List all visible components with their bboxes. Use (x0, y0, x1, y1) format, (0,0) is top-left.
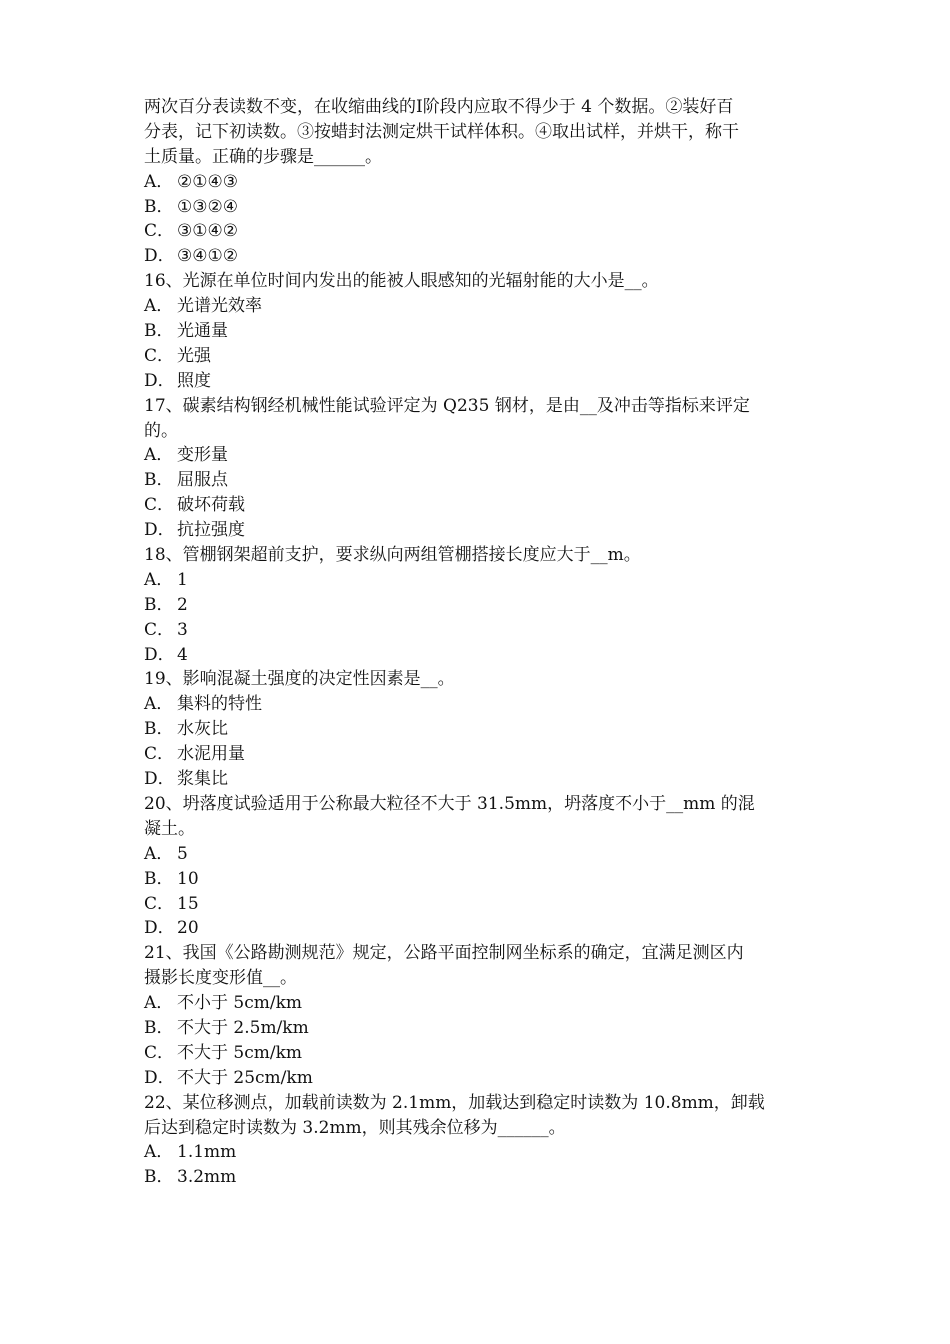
option-letter: C． (144, 619, 175, 640)
option-text: 1 (177, 569, 188, 590)
option-letter: A． (144, 171, 174, 192)
option-letter: D． (144, 918, 175, 939)
option-text: ③①④② (177, 221, 238, 242)
option-c (144, 1041, 816, 1066)
option-c (144, 892, 816, 917)
option-d (144, 916, 816, 941)
question-22-stem-cont: 后达到稳定时读数为 3.2mm，则其残余位移为______。 (144, 1117, 566, 1138)
option-a (144, 568, 816, 593)
intro-line: 两次百分表读数不变，在收缩曲线的Ⅰ阶段内应取不得少于 4 个数据。②装好百 (144, 97, 734, 117)
option-letter: A． (144, 569, 174, 590)
option-text: 4 (177, 644, 188, 665)
option-letter: B． (144, 321, 174, 342)
option-letter: D． (144, 246, 175, 267)
option-letter: B． (144, 196, 174, 217)
option-c (144, 344, 816, 369)
option-c (144, 219, 816, 244)
option-c (144, 493, 816, 518)
option-letter: C． (144, 495, 175, 516)
option-a (144, 443, 816, 468)
option-d (144, 244, 816, 269)
option-letter: B． (144, 719, 174, 740)
option-d (144, 1066, 816, 1091)
option-text: 水灰比 (177, 719, 228, 740)
option-b (144, 195, 816, 220)
option-a (144, 294, 816, 319)
option-text: 浆集比 (177, 769, 228, 790)
option-a (144, 170, 816, 195)
option-text: 光谱光效率 (177, 296, 262, 317)
option-b (144, 1016, 816, 1041)
option-c (144, 618, 816, 643)
question-20-stem: 20、坍落度试验适用于公称最大粒径不大于 31.5mm，坍落度不小于__mm 的混 (144, 793, 755, 814)
option-text: 不大于 5cm/km (177, 1042, 303, 1063)
option-letter: B． (144, 470, 174, 491)
option-b (144, 867, 816, 892)
option-text: 10 (177, 868, 199, 889)
option-letter: A． (144, 993, 174, 1014)
option-text: 15 (177, 893, 199, 914)
option-c (144, 742, 816, 767)
option-text: 不大于 25cm/km (177, 1067, 313, 1088)
option-text: ③④①② (177, 246, 238, 267)
option-letter: C． (144, 744, 175, 765)
option-text: ②①④③ (177, 171, 238, 192)
option-text: 水泥用量 (177, 744, 245, 765)
option-text: 破坏荷载 (177, 495, 245, 516)
question-22-stem: 22、某位移测点，加载前读数为 2.1mm，加载达到稳定时读数为 10.8mm，卸载 (144, 1092, 765, 1113)
page-content (144, 95, 816, 1190)
option-b (144, 468, 816, 493)
question-21-stem: 21、我国《公路勘测规范》规定，公路平面控制网坐标系的确定，宜满足测区内 (144, 943, 744, 964)
option-text: 集料的特性 (177, 694, 262, 715)
option-text: 屈服点 (177, 470, 228, 491)
option-letter: D． (144, 370, 175, 391)
option-text: ①③②④ (177, 196, 238, 217)
intro-line: 分表，记下初读数。③按蜡封法测定烘干试样体积。④取出试样，并烘干，称干 (144, 121, 739, 142)
option-d (144, 643, 816, 668)
question-21-stem-cont: 摄影长度变形值__。 (144, 968, 297, 989)
option-text: 不小于 5cm/km (177, 993, 303, 1014)
option-letter: B． (144, 1017, 174, 1038)
option-letter: C． (144, 1042, 175, 1063)
option-text: 3.2mm (177, 1167, 237, 1188)
option-text: 光强 (177, 345, 211, 366)
option-text: 2 (177, 594, 188, 615)
option-text: 抗拉强度 (177, 520, 245, 541)
option-letter: C． (144, 221, 175, 242)
option-letter: B． (144, 594, 174, 615)
question-17-stem-cont: 的。 (144, 420, 178, 441)
option-a (144, 991, 816, 1016)
option-text: 3 (177, 619, 188, 640)
question-16-stem: 16、光源在单位时间内发出的能被人眼感知的光辐射能的大小是__。 (144, 271, 659, 292)
option-text: 照度 (177, 370, 211, 391)
option-d (144, 518, 816, 543)
question-17-stem: 17、碳素结构钢经机械性能试验评定为 Q235 钢材，是由__及冲击等指标来评定 (144, 395, 750, 416)
option-letter: B． (144, 868, 174, 889)
option-letter: A． (144, 843, 174, 864)
option-letter: A． (144, 694, 174, 715)
option-text: 20 (177, 918, 199, 939)
option-a (144, 842, 816, 867)
option-b (144, 717, 816, 742)
option-b (144, 1165, 816, 1190)
option-b (144, 593, 816, 618)
option-text: 不大于 2.5m/km (177, 1017, 309, 1038)
option-letter: A． (144, 296, 174, 317)
option-letter: D． (144, 644, 175, 665)
option-letter: D． (144, 520, 175, 541)
question-20-stem-cont: 凝土。 (144, 818, 195, 839)
option-d (144, 369, 816, 394)
option-letter: D． (144, 769, 175, 790)
question-19-stem: 19、影响混凝土强度的决定性因素是__。 (144, 669, 455, 690)
option-text: 1.1mm (177, 1142, 237, 1163)
option-d (144, 767, 816, 792)
option-text: 变形量 (177, 445, 228, 466)
option-letter: A． (144, 1142, 174, 1163)
option-text: 光通量 (177, 321, 228, 342)
option-letter: C． (144, 345, 175, 366)
option-a (144, 692, 816, 717)
option-b (144, 319, 816, 344)
option-letter: C． (144, 893, 175, 914)
question-18-stem: 18、管棚钢架超前支护，要求纵向两组管棚搭接长度应大于__m。 (144, 545, 641, 566)
option-text: 5 (177, 843, 188, 864)
option-letter: D． (144, 1067, 175, 1088)
option-letter: A． (144, 445, 174, 466)
option-a (144, 1140, 816, 1165)
intro-line: 土质量。正确的步骤是______。 (144, 146, 382, 167)
option-letter: B． (144, 1167, 174, 1188)
